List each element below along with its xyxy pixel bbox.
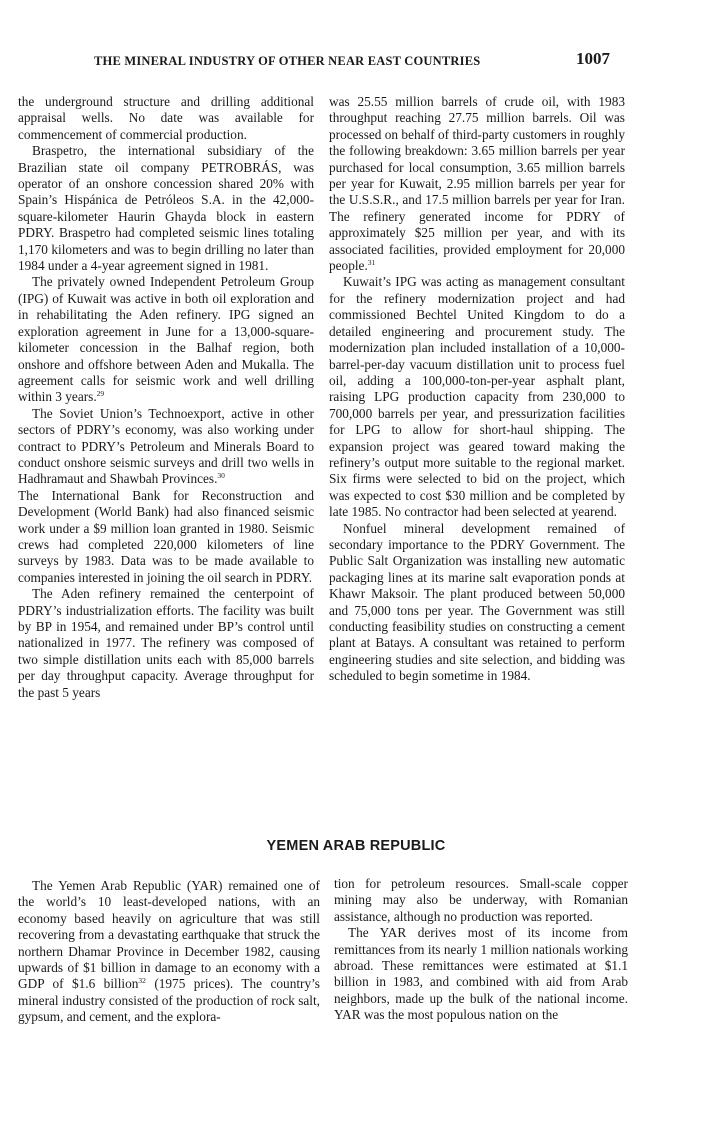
page-number: 1007 (576, 49, 610, 68)
yar-left-column (18, 878, 320, 1026)
footnote-ref: 32 (138, 976, 146, 986)
footnote-ref: 29 (96, 389, 105, 399)
footnote-ref: 30 (217, 471, 225, 481)
paragraph: Kuwait’s IPG was acting as management consultant for the refinery modernization project and had commissioned Bechtel United Kingdom to do a detailed engineering and procurement study. The modernization plan included installation of a 10,000-barrel-per-day vacuum distillation unit to process fuel oil, adding a 100,000-ton-per-year asphalt plant, raising LPG production capacity from 230,000 to 700,000 barrels per year, and pressurization facilities for LPG to allow for short-haul shipping. The expansion project was geared toward making the refinery’s output more suitable to the regional market. Six firms were selected to bid on the project, which was expected to cost $30 million and be completed by late 1985. No contractor had been selected at yearend. (329, 274, 625, 520)
paragraph: The Yemen Arab Republic (YAR) remained one of the world’s 10 least-developed nations, with an economy based heavily on agriculture that was still recovering from a devastating earthquake that struck the northern Dhamar Province in December 1982, causing upwards of $1 billion in damage to an economy with a GDP of $1.6 billion$^{32}$ (1975 prices). The country’s mineral industry consisted of the production of rock salt, gypsum, and cement, and the explora- (18, 878, 320, 1025)
paragraph: Braspetro, the international subsidiary of the Brazilian state oil company PETROBRÁS, was operator of an onshore concession shared 20% with Spain’s Hispánica de Petróleos S.A. in the 42,000-square-kilometer Haurin Ghayda block in eastern PDRY. Braspetro had completed seismic lines totaling 1,170 kilometers and was to begin drilling no later than 1984 under a 4-year agreement signed in 1981. (18, 143, 314, 274)
pdry-left-column (18, 94, 314, 701)
paragraph: The privately owned Independent Petroleum Group (IPG) of Kuwait was active in both oil exploration and in rehabilitating the Aden refinery. IPG signed an exploration agreement in June for a 13,000-square-kilometer concession in the Balhaf region, both onshore and offshore between Aden and Mukalla. The agreement calls for seismic work and well drilling within 3 years.$^{29}$ (18, 274, 314, 405)
pdry-right-column (329, 94, 625, 685)
paragraph: the underground structure and drilling additional appraisal wells. No date was available for commencement of commercial production. (18, 94, 314, 142)
yar-right-column (334, 876, 628, 1024)
section-heading-yar: YEMEN ARAB REPUBLIC (266, 838, 446, 854)
paragraph: Nonfuel mineral development remained of secondary importance to the PDRY Government. The Public Salt Organization was installing new automatic packaging lines at its marine salt evaporation ponds at Khawr Maksoir. The plant produced between 50,000 and 75,000 tons per year. The Government was still conducting feasibility studies on constructing a cement plant at Batays. A consultant was retained to perform engineering studies and site selection, and bidding was scheduled to begin sometime in 1984. (329, 520, 625, 684)
paragraph: The Soviet Union’s Technoexport, active in other sectors of PDRY’s economy, was also working under contract to PDRY’s Petroleum and Minerals Board to conduct onshore seismic surveys and drill two wells in Hadhramaut and Shawbah Provinces.$^{30}$ (18, 405, 314, 487)
paragraph: The Aden refinery remained the centerpoint of PDRY’s industrialization efforts. The facility was built by BP in 1954, and remained under BP’s control until nationalized in 1977. The refinery was composed of two simple distillation units each with 85,000 barrels per day throughput capacity. Average throughput for the past 5 years (18, 586, 314, 700)
page-header (0, 46, 712, 76)
footnote-ref: 31 (367, 258, 376, 268)
paragraph: The International Bank for Reconstruction and Development (World Bank) had also financed seismic work under a $9 million loan granted in 1980. Seismic crews had completed 220,000 kilometers of line surveys by 1983. Data was to be made available to companies interested in joining the oil search in PDRY. (18, 487, 314, 585)
paragraph: was 25.55 million barrels of crude oil, with 1983 throughput reaching 27.75 million barrels. Oil was processed on behalf of third-party customers in roughly the following breakdown: 3.65 million barrels per year purchased for local consumption, 3.65 million barrels per year for Kuwait, 2.95 million barrels per year for the U.S.S.R., and 17.5 million barrels per year for Iran. The refinery generated income for PDRY of approximately $25 million per year, and with its associated facilities, provided employment for 20,000 people.$^{31}$ (329, 94, 625, 274)
running-title: THE MINERAL INDUSTRY OF OTHER NEAR EAST COUNTRIES (94, 54, 481, 68)
paragraph: tion for petroleum resources. Small-scale copper mining may also be underway, with Romanian assistance, although no production was reported. (334, 876, 628, 924)
paragraph: The YAR derives most of its income from remittances from its nearly 1 million nationals working abroad. These remittances were estimated at $1.1 billion in 1983, and combined with aid from Arab neighbors, made up the bulk of the national income. YAR was the most populous nation on the (334, 925, 628, 1023)
